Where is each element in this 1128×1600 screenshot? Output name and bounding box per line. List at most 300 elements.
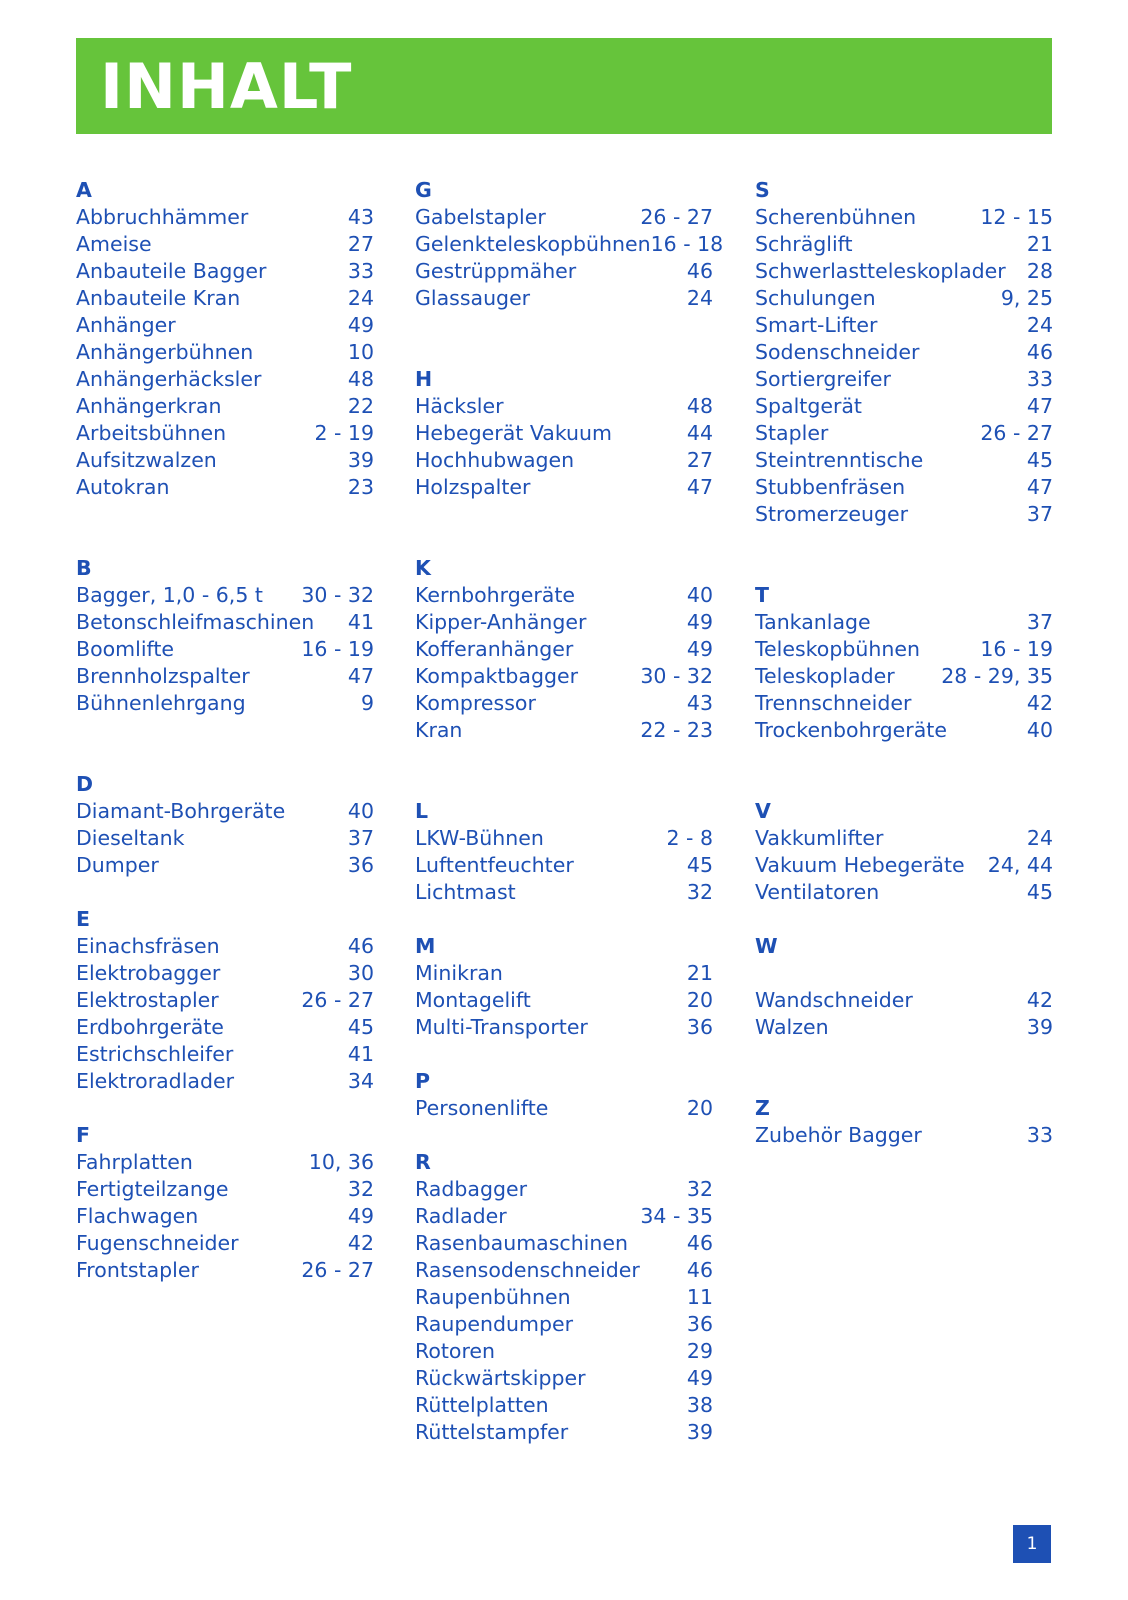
- index-term: Abbruchhämmer: [76, 205, 249, 229]
- index-term: Estrichschleifer: [76, 1042, 234, 1066]
- index-entry: [76, 366, 374, 393]
- index-term: Scherenbühnen: [755, 205, 917, 229]
- spacer: [755, 1068, 1053, 1095]
- index-term: Schräglift: [755, 232, 853, 256]
- index-term: Kernbohrgeräte: [415, 583, 575, 607]
- index-page: 40: [686, 583, 713, 607]
- index-entry: [755, 636, 1053, 663]
- index-page: 45: [1026, 448, 1053, 472]
- index-term: Schwerlastteleskoplader: [755, 259, 1006, 283]
- index-page: 49: [686, 637, 713, 661]
- index-entry: [415, 663, 713, 690]
- index-entry: [755, 879, 1053, 906]
- index-page: 9, 25: [1000, 286, 1053, 310]
- index-page: 24: [347, 286, 374, 310]
- index-page: 39: [347, 448, 374, 472]
- index-entry: [76, 474, 374, 501]
- section-letter-row: [415, 1149, 713, 1176]
- index-term: Teleskoplader: [755, 664, 895, 688]
- index-entry: [415, 960, 713, 987]
- spacer: [755, 771, 1053, 798]
- page-title: INHALT: [100, 50, 353, 123]
- index-page: 47: [1026, 475, 1053, 499]
- index-page: 39: [686, 1420, 713, 1444]
- page-number-badge: 1: [1013, 1525, 1051, 1563]
- index-term: Betonschleifmaschinen: [76, 610, 315, 634]
- section-letter-row: [76, 1122, 374, 1149]
- index-page: 33: [1026, 1123, 1053, 1147]
- index-term: Glassauger: [415, 286, 531, 310]
- spacer: [415, 1122, 713, 1149]
- index-entry: [755, 420, 1053, 447]
- index-entry: [415, 285, 713, 312]
- index-entry: [76, 1230, 374, 1257]
- index-entry: [415, 987, 713, 1014]
- index-entry: [755, 312, 1053, 339]
- spacer: [76, 879, 374, 906]
- index-entry: [755, 1122, 1053, 1149]
- index-entry: [76, 582, 374, 609]
- index-page: 23: [347, 475, 374, 499]
- index-entry: [76, 339, 374, 366]
- index-page: 24: [686, 286, 713, 310]
- index-term: Rüttelplatten: [415, 1393, 549, 1417]
- index-page: 46: [686, 1231, 713, 1255]
- index-page: 48: [347, 367, 374, 391]
- index-page: 24: [1026, 313, 1053, 337]
- spacer: [755, 1041, 1053, 1068]
- index-term: Hebegerät Vakuum: [415, 421, 613, 445]
- spacer: [415, 528, 713, 555]
- index-page: 10: [347, 340, 374, 364]
- index-entry: [415, 1176, 713, 1203]
- index-page: 46: [686, 259, 713, 283]
- index-page: 26 - 27: [640, 205, 713, 229]
- index-entry: [755, 339, 1053, 366]
- index-entry: [76, 690, 374, 717]
- index-page: 26 - 27: [980, 421, 1053, 445]
- section-letter-row: [76, 177, 374, 204]
- index-entry: [76, 1203, 374, 1230]
- spacer: [76, 1095, 374, 1122]
- index-term: Rückwärtskipper: [415, 1366, 586, 1390]
- index-term: Stromerzeuger: [755, 502, 908, 526]
- index-entry: [415, 690, 713, 717]
- index-entry: [755, 474, 1053, 501]
- index-entry: [76, 1068, 374, 1095]
- index-entry: [755, 204, 1053, 231]
- index-page: 48: [686, 394, 713, 418]
- section-letter: Z: [755, 1096, 770, 1120]
- index-entry: [415, 1257, 713, 1284]
- index-page: 45: [1026, 880, 1053, 904]
- index-term: Trennschneider: [755, 691, 912, 715]
- index-term: Sodenschneider: [755, 340, 920, 364]
- section-letter-row: [755, 582, 1053, 609]
- index-page: 21: [1026, 232, 1053, 256]
- section-letter: H: [415, 367, 433, 391]
- index-term: Diamant-Bohrgeräte: [76, 799, 286, 823]
- section-letter-row: [76, 771, 374, 798]
- index-entry: [755, 663, 1053, 690]
- section-letter-row: [76, 555, 374, 582]
- index-page: 41: [347, 1042, 374, 1066]
- index-term: Flachwagen: [76, 1204, 199, 1228]
- index-page: 16 - 19: [980, 637, 1053, 661]
- index-entry: [76, 852, 374, 879]
- index-term: Dieseltank: [76, 826, 185, 850]
- section-letter: V: [755, 799, 771, 823]
- index-entry: [415, 447, 713, 474]
- index-entry: [415, 1338, 713, 1365]
- spacer: [76, 528, 374, 555]
- index-page: 49: [347, 313, 374, 337]
- index-term: LKW-Bühnen: [415, 826, 544, 850]
- section-letter-row: [76, 906, 374, 933]
- index-term: Stubbenfräsen: [755, 475, 906, 499]
- index-entry: [415, 1203, 713, 1230]
- index-page: 24: [1026, 826, 1053, 850]
- index-page: 38: [686, 1393, 713, 1417]
- index-term: Wandschneider: [755, 988, 913, 1012]
- index-term: Kran: [415, 718, 463, 742]
- index-term: Rüttelstampfer: [415, 1420, 569, 1444]
- index-term: Bühnenlehrgang: [76, 691, 246, 715]
- index-entry: [415, 1014, 713, 1041]
- index-page: 34 - 35: [640, 1204, 713, 1228]
- index-term: Dumper: [76, 853, 159, 877]
- spacer: [415, 1041, 713, 1068]
- index-entry: [76, 393, 374, 420]
- index-page: 45: [347, 1015, 374, 1039]
- index-page: 27: [686, 448, 713, 472]
- section-letter: K: [415, 556, 431, 580]
- section-letter: B: [76, 556, 92, 580]
- spacer: [415, 339, 713, 366]
- spacer: [755, 960, 1053, 987]
- index-term: Trockenbohrgeräte: [755, 718, 947, 742]
- index-term: Holzspalter: [415, 475, 531, 499]
- index-column-3: [755, 177, 1053, 1149]
- index-page: 44: [686, 421, 713, 445]
- index-term: Multi-Transporter: [415, 1015, 588, 1039]
- section-letter-row: [415, 933, 713, 960]
- index-page: 30: [347, 961, 374, 985]
- index-term: Spaltgerät: [755, 394, 862, 418]
- spacer: [415, 771, 713, 798]
- index-entry: [415, 1230, 713, 1257]
- spacer: [755, 528, 1053, 555]
- index-entry: [755, 987, 1053, 1014]
- section-letter-row: [415, 366, 713, 393]
- index-page: 47: [686, 475, 713, 499]
- index-term: Autokran: [76, 475, 170, 499]
- index-column-2: [415, 177, 724, 1446]
- spacer: [76, 717, 374, 744]
- index-term: Häcksler: [415, 394, 504, 418]
- index-page: 20: [686, 988, 713, 1012]
- section-letter: W: [755, 934, 778, 958]
- spacer: [755, 906, 1053, 933]
- index-term: Frontstapler: [76, 1258, 199, 1282]
- index-entry: [755, 609, 1053, 636]
- index-entry: [76, 609, 374, 636]
- index-term: Ameise: [76, 232, 152, 256]
- index-page: 45: [686, 853, 713, 877]
- section-letter-row: [755, 933, 1053, 960]
- section-letter-row: [755, 177, 1053, 204]
- index-page: 39: [1026, 1015, 1053, 1039]
- index-term: Fugenschneider: [76, 1231, 239, 1255]
- index-entry: [755, 231, 1053, 258]
- index-term: Gelenkteleskopbühnen: [415, 232, 651, 256]
- index-page: 46: [686, 1258, 713, 1282]
- index-term: Tankanlage: [755, 610, 871, 634]
- index-page: 11: [686, 1285, 713, 1309]
- index-entry: [76, 987, 374, 1014]
- index-entry: [415, 825, 713, 852]
- section-letter: E: [76, 907, 91, 931]
- index-page: 40: [1026, 718, 1053, 742]
- spacer: [76, 501, 374, 528]
- spacer: [415, 744, 713, 771]
- index-page: 46: [347, 934, 374, 958]
- index-term: Boomlifte: [76, 637, 175, 661]
- index-term: Walzen: [755, 1015, 829, 1039]
- index-term: Teleskopbühnen: [755, 637, 920, 661]
- section-letter-row: [415, 177, 713, 204]
- index-term: Elektrostapler: [76, 988, 219, 1012]
- index-entry: [755, 690, 1053, 717]
- index-term: Anhängerbühnen: [76, 340, 254, 364]
- index-term: Luftentfeuchter: [415, 853, 574, 877]
- index-entry: [76, 1041, 374, 1068]
- index-page: 36: [347, 853, 374, 877]
- index-page: 16 - 19: [301, 637, 374, 661]
- index-entry: [415, 420, 713, 447]
- index-page: 42: [347, 1231, 374, 1255]
- index-page: 12 - 15: [980, 205, 1053, 229]
- index-entry: [76, 447, 374, 474]
- index-entry: [415, 1419, 713, 1446]
- section-letter: D: [76, 772, 94, 796]
- index-entry: [76, 285, 374, 312]
- index-page: 32: [686, 1177, 713, 1201]
- index-entry: [415, 609, 713, 636]
- index-entry: [415, 1311, 713, 1338]
- index-term: Ventilatoren: [755, 880, 880, 904]
- index-term: Zubehör Bagger: [755, 1123, 922, 1147]
- index-term: Kompressor: [415, 691, 536, 715]
- index-entry: [76, 1149, 374, 1176]
- index-page: 37: [347, 826, 374, 850]
- index-term: Minikran: [415, 961, 503, 985]
- index-term: Raupenbühnen: [415, 1285, 571, 1309]
- index-entry: [76, 960, 374, 987]
- index-entry: [415, 1365, 713, 1392]
- index-entry: [76, 420, 374, 447]
- section-letter-row: [755, 1095, 1053, 1122]
- index-entry: [755, 366, 1053, 393]
- index-entry: [415, 1392, 713, 1419]
- index-term: Anbauteile Bagger: [76, 259, 267, 283]
- index-page: 28: [1026, 259, 1053, 283]
- section-letter: R: [415, 1150, 431, 1174]
- index-entry: [415, 204, 713, 231]
- index-entry: [76, 933, 374, 960]
- spacer: [755, 555, 1053, 582]
- index-term: Vakuum Hebegeräte: [755, 853, 965, 877]
- index-page: 20: [686, 1096, 713, 1120]
- index-entry: [76, 231, 374, 258]
- index-page: 29: [686, 1339, 713, 1363]
- index-entry: [76, 312, 374, 339]
- index-page: 49: [347, 1204, 374, 1228]
- index-entry: [415, 1284, 713, 1311]
- title-banner: [76, 38, 1052, 134]
- index-page: 26 - 27: [301, 1258, 374, 1282]
- index-page: 42: [1026, 691, 1053, 715]
- index-page: 41: [347, 610, 374, 634]
- index-entry: [415, 636, 713, 663]
- index-term: Elektroradlader: [76, 1069, 235, 1093]
- section-letter: L: [415, 799, 429, 823]
- section-letter: P: [415, 1069, 431, 1093]
- index-term: Arbeitsbühnen: [76, 421, 227, 445]
- index-term: Bagger, 1,0 - 6,5 t: [76, 583, 263, 607]
- index-page: 34: [347, 1069, 374, 1093]
- index-page: 32: [686, 880, 713, 904]
- index-term: Gestrüppmäher: [415, 259, 577, 283]
- index-page: 2 - 8: [666, 826, 713, 850]
- section-letter-row: [755, 798, 1053, 825]
- index-page: 22: [347, 394, 374, 418]
- index-term: Rotoren: [415, 1339, 496, 1363]
- index-term: Erdbohrgeräte: [76, 1015, 224, 1039]
- index-term: Radlader: [415, 1204, 507, 1228]
- index-term: Fertigteilzange: [76, 1177, 229, 1201]
- index-page: 22 - 23: [640, 718, 713, 742]
- index-entry: [755, 717, 1053, 744]
- index-page: 42: [1026, 988, 1053, 1012]
- index-term: Einachsfräsen: [76, 934, 220, 958]
- index-page: 47: [347, 664, 374, 688]
- index-term: Anbauteile Kran: [76, 286, 241, 310]
- index-entry: [76, 636, 374, 663]
- index-page: 49: [686, 610, 713, 634]
- index-page: 21: [686, 961, 713, 985]
- index-entry: [76, 258, 374, 285]
- spacer: [415, 312, 713, 339]
- index-page: 43: [686, 691, 713, 715]
- index-page: 33: [1026, 367, 1053, 391]
- spacer: [415, 501, 713, 528]
- index-page: 27: [347, 232, 374, 256]
- spacer: [76, 744, 374, 771]
- index-entry: [755, 852, 1053, 879]
- index-entry: [76, 1257, 374, 1284]
- index-term: Fahrplatten: [76, 1150, 193, 1174]
- index-entry: [76, 1014, 374, 1041]
- index-term: Sortiergreifer: [755, 367, 891, 391]
- index-entry: [76, 1176, 374, 1203]
- index-entry: [755, 393, 1053, 420]
- index-term: Brennholzspalter: [76, 664, 250, 688]
- index-page: 43: [347, 205, 374, 229]
- index-page: 30 - 32: [640, 664, 713, 688]
- index-term: Vakkumlifter: [755, 826, 884, 850]
- section-letter: F: [76, 1123, 91, 1147]
- index-entry: [415, 258, 713, 285]
- index-term: Stapler: [755, 421, 829, 445]
- index-page: 10, 36: [308, 1150, 374, 1174]
- index-term: Anhängerkran: [76, 394, 222, 418]
- index-page: 16 - 18: [650, 232, 724, 256]
- index-page: 9: [360, 691, 374, 715]
- index-term: Personenlifte: [415, 1096, 549, 1120]
- index-page: 2 - 19: [314, 421, 374, 445]
- index-page: 46: [1026, 340, 1053, 364]
- index-term: Smart-Lifter: [755, 313, 878, 337]
- index-term: Hochhubwagen: [415, 448, 575, 472]
- index-term: Rasensodenschneider: [415, 1258, 640, 1282]
- section-letter: A: [76, 178, 92, 202]
- index-page: 49: [686, 1366, 713, 1390]
- index-page: 30 - 32: [301, 583, 374, 607]
- index-term: Montagelift: [415, 988, 531, 1012]
- index-entry: [755, 825, 1053, 852]
- index-entry: [415, 231, 724, 258]
- index-term: Anhänger: [76, 313, 176, 337]
- index-entry: [76, 825, 374, 852]
- index-page: 37: [1026, 610, 1053, 634]
- index-term: Schulungen: [755, 286, 876, 310]
- index-term: Kompaktbagger: [415, 664, 579, 688]
- index-term: Kofferanhänger: [415, 637, 574, 661]
- spacer: [755, 744, 1053, 771]
- section-letter-row: [415, 1068, 713, 1095]
- index-term: Aufsitzwalzen: [76, 448, 217, 472]
- index-page: 26 - 27: [301, 988, 374, 1012]
- index-entry: [755, 447, 1053, 474]
- index-page: 32: [347, 1177, 374, 1201]
- section-letter: M: [415, 934, 436, 958]
- index-entry: [755, 285, 1053, 312]
- index-term: Elektrobagger: [76, 961, 221, 985]
- index-term: Gabelstapler: [415, 205, 546, 229]
- index-entry: [755, 258, 1053, 285]
- index-page: 28 - 29, 35: [941, 664, 1053, 688]
- index-entry: [415, 393, 713, 420]
- index-entry: [415, 879, 713, 906]
- index-entry: [415, 852, 713, 879]
- index-page: 33: [347, 259, 374, 283]
- index-entry: [76, 663, 374, 690]
- index-term: Steintrenntische: [755, 448, 924, 472]
- index-column-1: [76, 177, 374, 1284]
- index-term: Radbagger: [415, 1177, 528, 1201]
- index-entry: [415, 474, 713, 501]
- spacer: [415, 906, 713, 933]
- section-letter: G: [415, 178, 432, 202]
- index-entry: [415, 1095, 713, 1122]
- index-page: 40: [347, 799, 374, 823]
- index-term: Lichtmast: [415, 880, 516, 904]
- index-entry: [755, 1014, 1053, 1041]
- index-page: 36: [686, 1312, 713, 1336]
- section-letter-row: [415, 555, 713, 582]
- index-entry: [755, 501, 1053, 528]
